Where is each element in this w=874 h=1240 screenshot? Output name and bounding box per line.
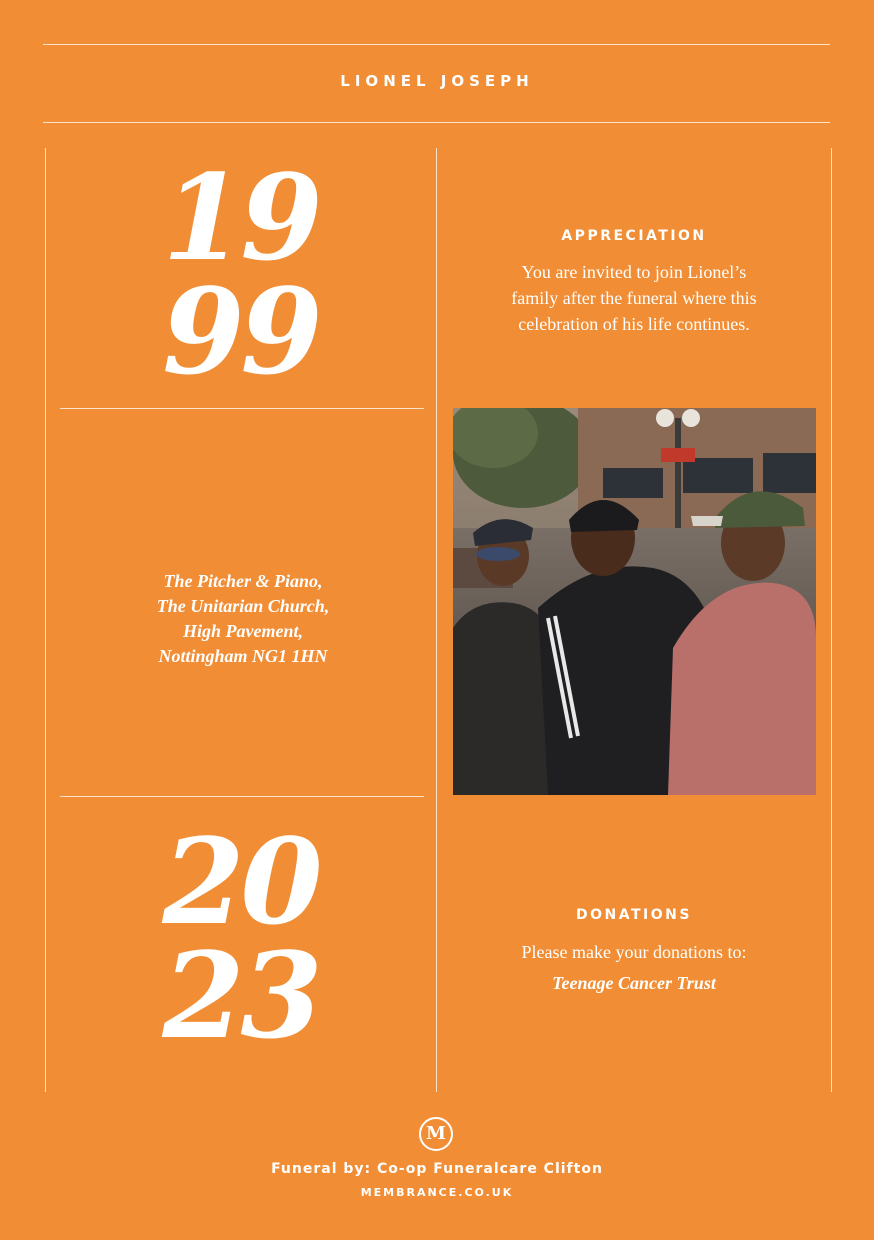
appreciation-line: celebration of his life continues.: [518, 314, 750, 334]
top-divider: [43, 44, 830, 45]
funeral-director: Funeral by: Co-op Funeralcare Clifton: [271, 1161, 603, 1177]
website-link[interactable]: MEMBRANCE.CO.UK: [360, 1186, 514, 1199]
venue-line: Nottingham NG1 1HN: [158, 646, 328, 666]
birth-year-bottom: 99: [162, 262, 319, 401]
appreciation-text: [437, 259, 831, 337]
donations-charity: Teenage Cancer Trust: [552, 973, 716, 993]
appreciation-heading: APPRECIATION: [561, 228, 707, 244]
membrance-logo-letter: M: [426, 1123, 446, 1144]
right-border: [831, 148, 832, 1092]
membrance-logo: [419, 1117, 453, 1151]
donations-heading: DONATIONS: [576, 907, 692, 923]
venue-address: [48, 569, 438, 669]
venue-line: The Unitarian Church,: [156, 596, 330, 616]
left-divider-upper: [60, 408, 424, 409]
header-divider: [43, 122, 830, 123]
donations-intro: Please make your donations to:: [521, 942, 747, 962]
left-border: [45, 148, 46, 1092]
photo-of-friends-icon: [453, 408, 816, 795]
venue-line: High Pavement,: [183, 621, 303, 641]
deceased-name: LIONEL JOSEPH: [340, 72, 534, 90]
memorial-photo: [453, 408, 816, 795]
appreciation-line: family after the funeral where this: [511, 288, 757, 308]
death-year-top: 20: [162, 812, 319, 951]
death-year-bottom: 23: [162, 926, 319, 1065]
appreciation-line: You are invited to join Lionel’s: [521, 262, 747, 282]
venue-line: The Pitcher & Piano,: [163, 571, 323, 591]
birth-year-top: 19: [162, 148, 319, 287]
left-divider-lower: [60, 796, 424, 797]
